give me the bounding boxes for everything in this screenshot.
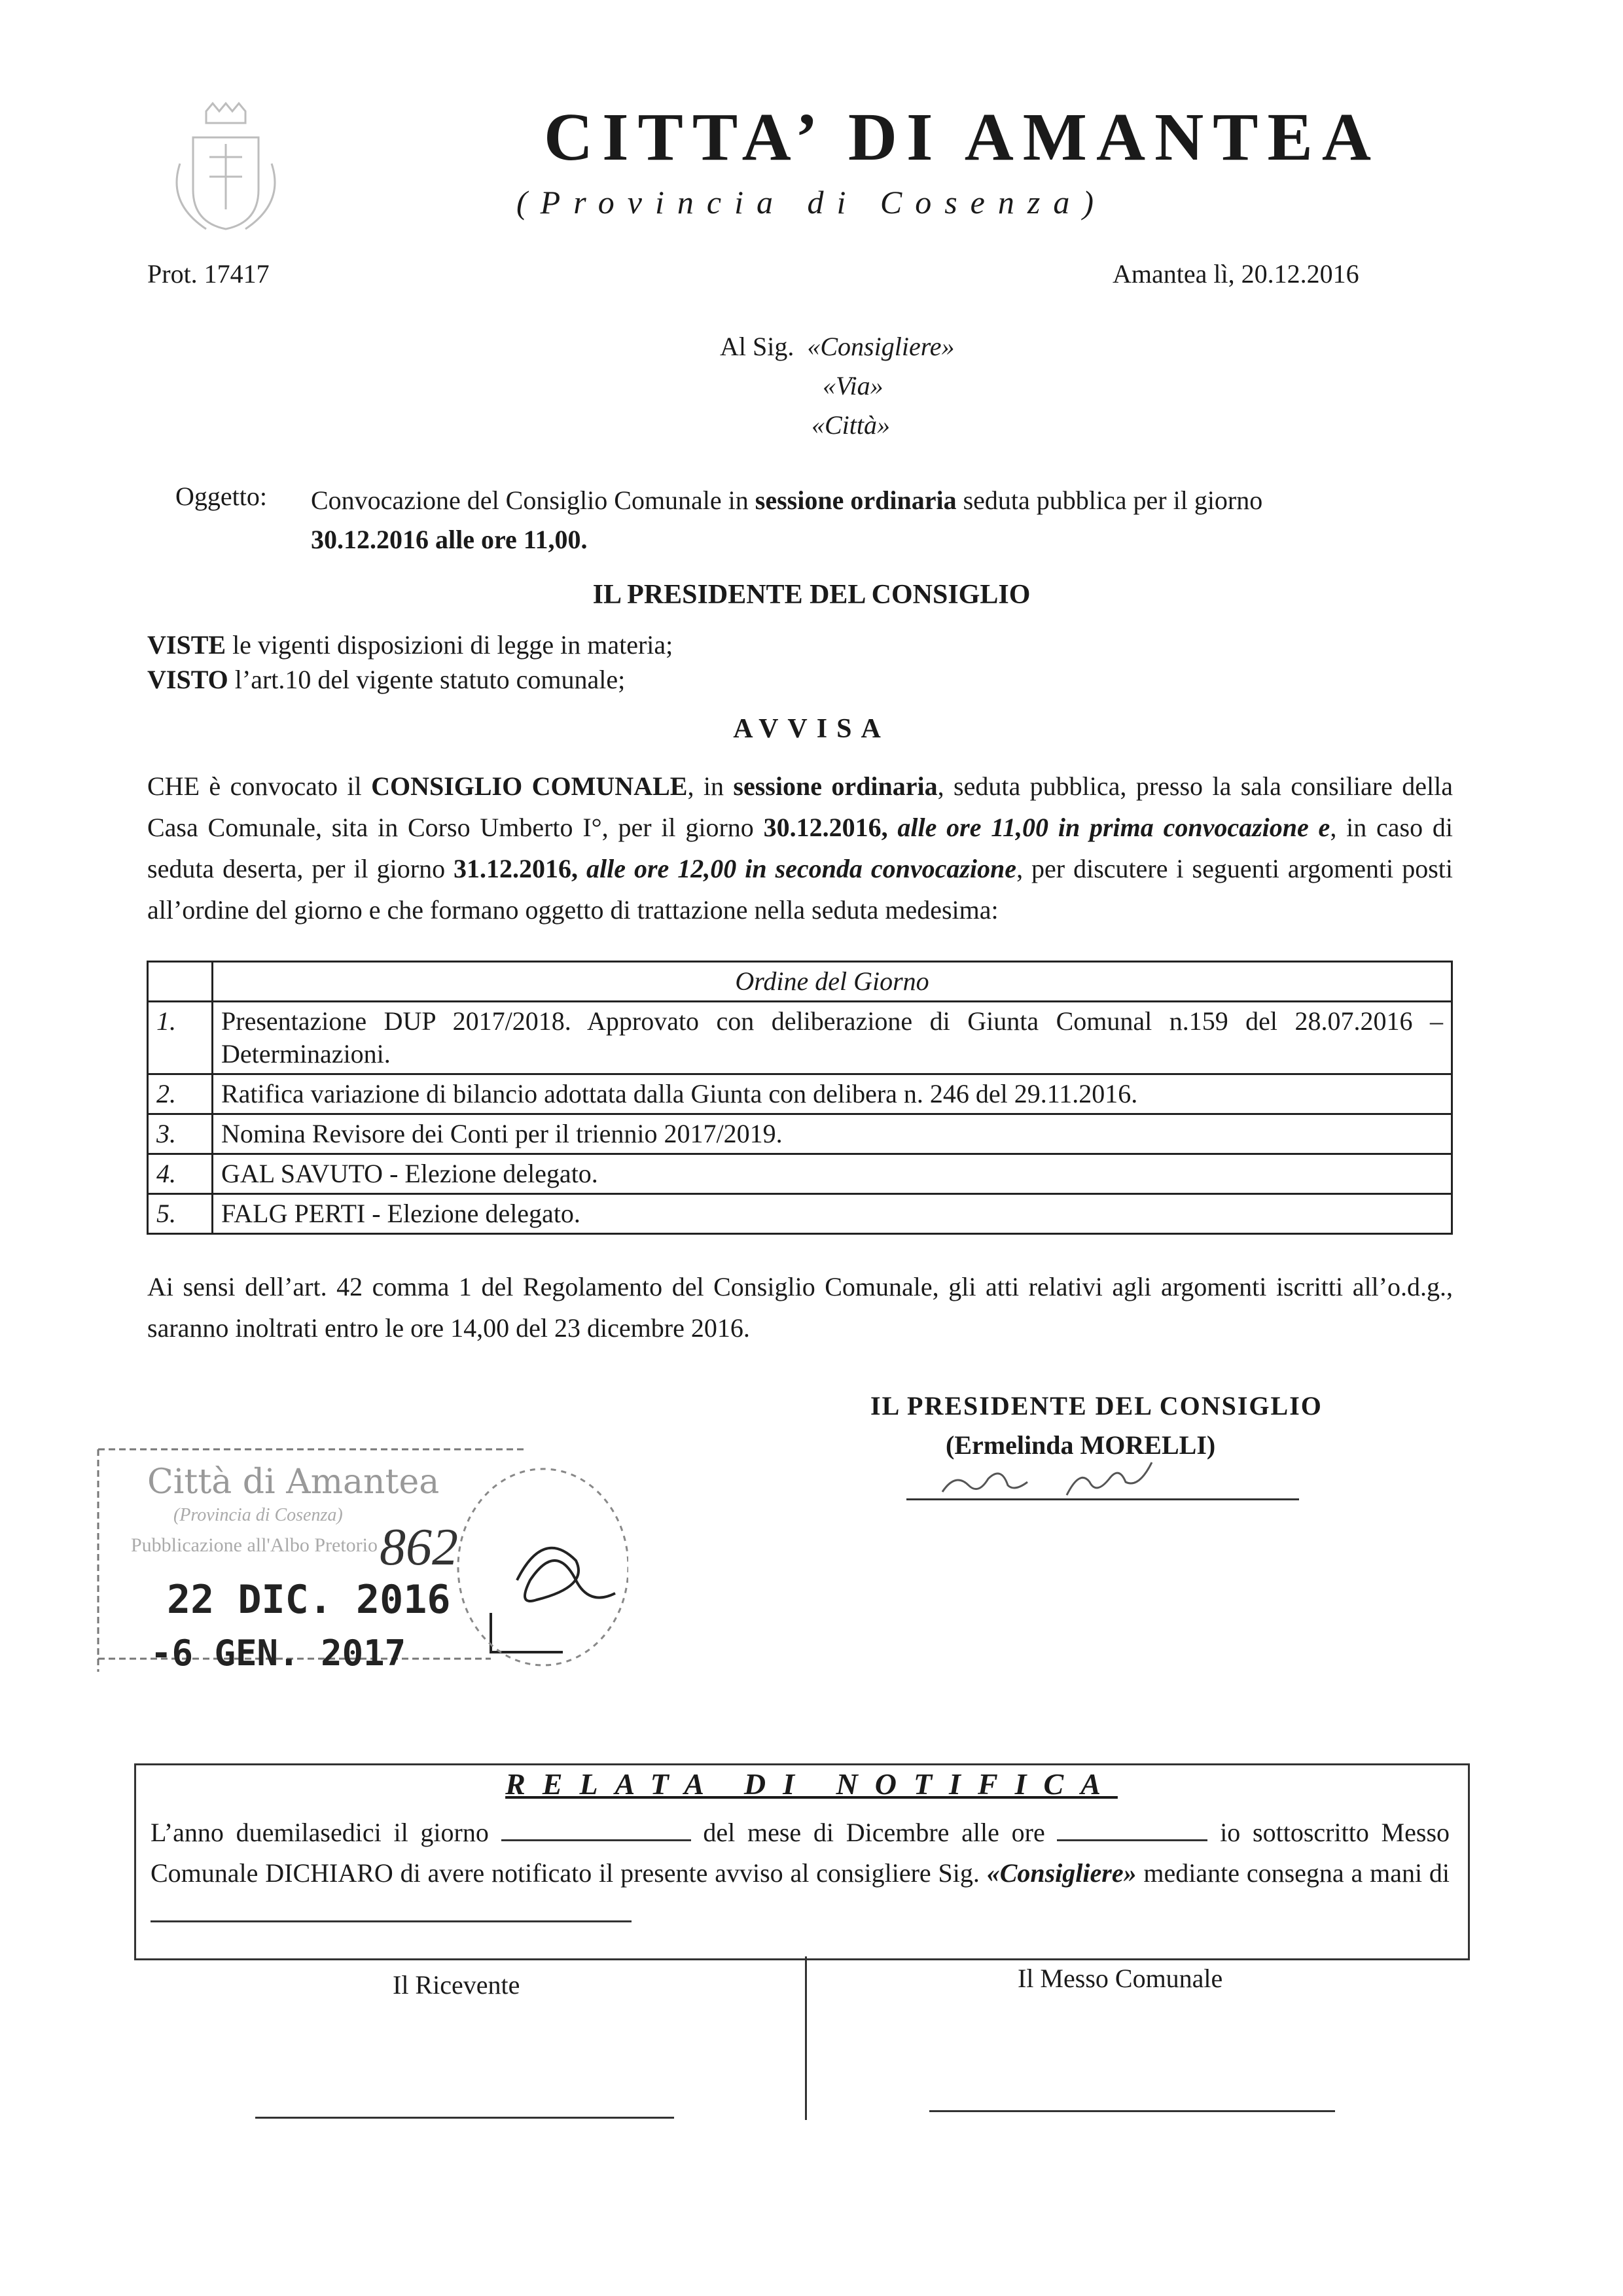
agenda-item: FALG PERTI - Elezione delegato.	[213, 1194, 1452, 1234]
day-blank[interactable]	[501, 1816, 691, 1841]
place-date: Amantea lì, 20.12.2016	[1113, 259, 1359, 289]
agenda-item: GAL SAVUTO - Elezione delegato.	[213, 1154, 1452, 1194]
subject-label: Oggetto:	[175, 482, 267, 511]
stamp-albo: Pubblicazione all'Albo Pretorio	[131, 1534, 378, 1556]
footer-divider	[805, 1956, 807, 2120]
agenda-number: 5.	[148, 1194, 213, 1234]
agenda-number: 3.	[148, 1114, 213, 1154]
city-title: CITTA’ DI AMANTEA	[543, 99, 1381, 175]
agenda-row	[148, 1154, 1452, 1194]
visto-line: VISTO l’art.10 del vigente statuto comunale;	[147, 665, 626, 694]
recipient-blank[interactable]	[151, 1897, 632, 1922]
agenda-row	[148, 1114, 1452, 1154]
stamp-date-received: 22 DIC. 2016	[167, 1577, 451, 1623]
agenda-number: 2.	[148, 1074, 213, 1114]
relata-title: RELATA DI NOTIFICA	[505, 1767, 1118, 1801]
agenda-row	[148, 1002, 1452, 1074]
stamp-number: 862	[380, 1519, 458, 1576]
addressee-street: «Via»	[823, 371, 883, 400]
stamp-date-removed: -6 GEN. 2017	[151, 1633, 406, 1674]
protocol-number: Prot. 17417	[147, 259, 270, 289]
signature-name: (Ermelinda MORELLI)	[946, 1430, 1216, 1460]
province-subtitle: (Provincia di Cosenza)	[516, 184, 1107, 221]
agenda-row	[148, 1194, 1452, 1234]
viste-line: VISTE le vigenti disposizioni di legge in materia;	[147, 630, 673, 660]
subject-text: Convocazione del Consiglio Comunale in sessione ordinaria seduta pubblica per il giorno 30.12.2016 alle ore 11,00.	[311, 486, 1263, 554]
agenda-item: Ratifica variazione di bilancio adottata dalla Giunta con delibera n. 246 del 29.11.2016.	[213, 1074, 1452, 1114]
addressee-city: «Città»	[812, 410, 891, 440]
agenda-heading-row	[148, 962, 1452, 1002]
agenda-item: Nomina Revisore dei Conti per il triennio 2017/2019.	[213, 1114, 1452, 1154]
recipient-signature-line	[255, 2117, 674, 2119]
avvisa-heading: AVVISA	[733, 714, 890, 744]
messenger-signature-line	[929, 2110, 1335, 2112]
president-heading: IL PRESIDENTE DEL CONSIGLIO	[592, 580, 1031, 610]
signature-line	[906, 1498, 1299, 1500]
stamp-city: Città di Amantea	[147, 1462, 440, 1502]
agenda-row	[148, 1074, 1452, 1114]
recipient-label: Il Ricevente	[393, 1970, 520, 2000]
agenda-number: 1.	[148, 1002, 213, 1074]
relata-text: L’anno duemilasedici il giorno del mese di Dicembre alle ore io sottoscritto Messo Comunale DICHIARO di avere notificato il presente avviso al consigliere Sig. «Consigliere» mediante consegna a mani di	[151, 1812, 1450, 1934]
messenger-label: Il Messo Comunale	[1018, 1964, 1223, 1993]
agenda-number: 4.	[148, 1154, 213, 1194]
hour-blank[interactable]	[1057, 1816, 1207, 1841]
addressee-name: «Consigliere»	[807, 332, 955, 361]
convocation-paragraph: CHE è convocato il CONSIGLIO COMUNALE, in sessione ordinaria, seduta pubblica, presso la sala consiliare della Casa Comunale, sita in Corso Umberto I°, per il giorno 30.12.2016, alle ore 11,00 in prima convocazione e, in caso di seduta deserta, per il giorno 31.12.2016, alle ore 12,00 in seconda convocazione, per discutere i seguenti argomenti posti all’ordine del giorno e che formano oggetto di trattazione nella seduta medesima:	[147, 771, 1453, 925]
agenda-item: Presentazione DUP 2017/2018. Approvato con deliberazione di Giunta Comunal n.159 del 28.07.2016 – Determinazioni.	[213, 1002, 1452, 1074]
addressee-prefix: Al Sig.	[720, 332, 794, 361]
signature-title: IL PRESIDENTE DEL CONSIGLIO	[870, 1391, 1323, 1421]
stamp-province: (Provincia di Cosenza)	[173, 1505, 343, 1525]
agenda-heading-spacer	[148, 962, 213, 1002]
notice-paragraph: Ai sensi dell’art. 42 comma 1 del Regolamento del Consiglio Comunale, gli atti relativi agli argomenti iscritti all’o.d.g., saranno inoltrati entro le ore 14,00 del 23 dicembre 2016.	[147, 1272, 1453, 1343]
addressee-block	[720, 327, 955, 445]
registry-stamp	[92, 1436, 628, 1678]
agenda-heading: Ordine del Giorno	[213, 962, 1452, 1002]
agenda-table	[147, 961, 1453, 1235]
